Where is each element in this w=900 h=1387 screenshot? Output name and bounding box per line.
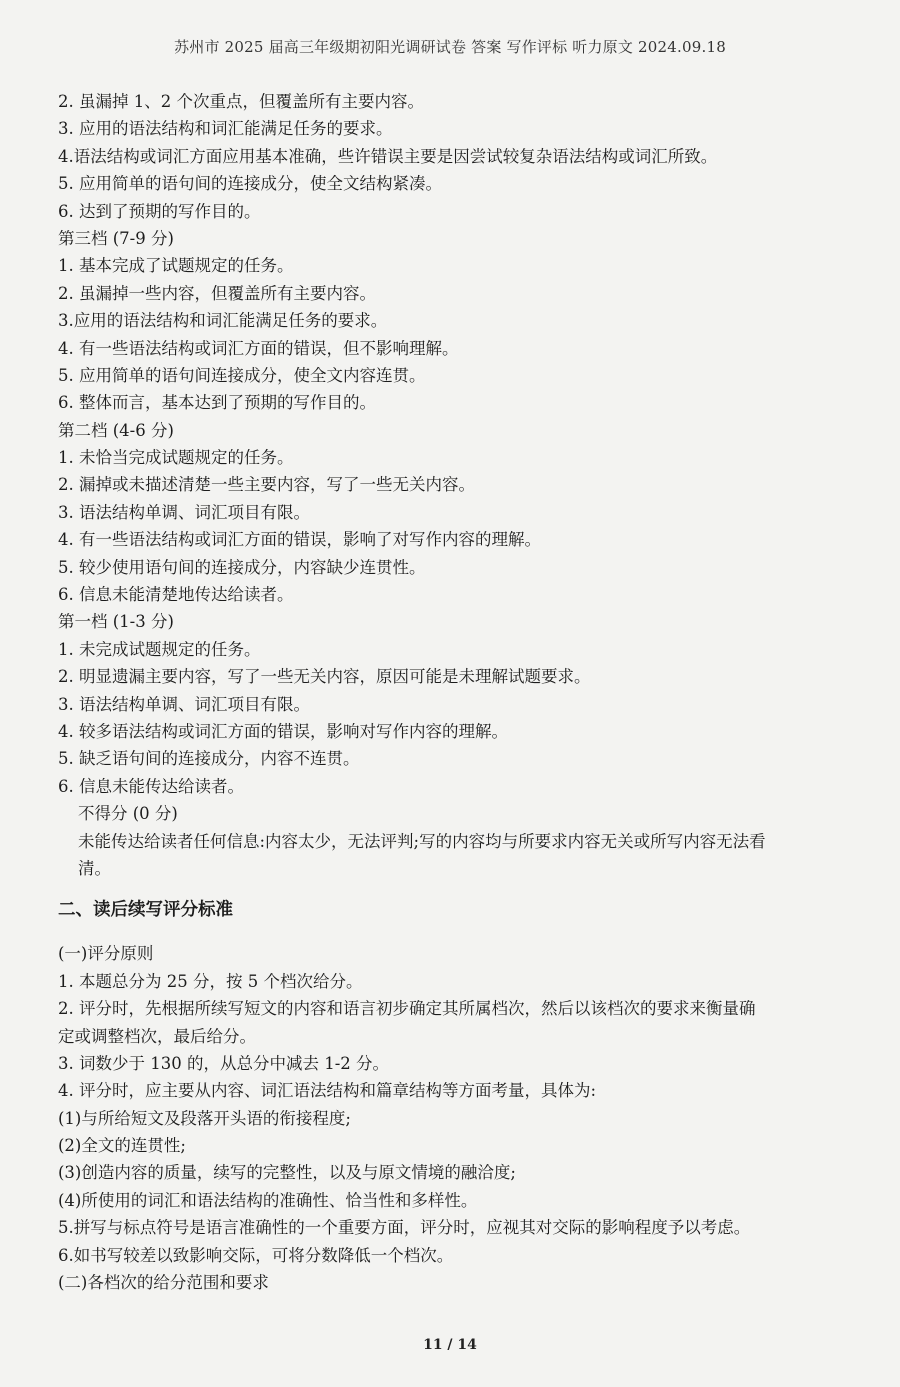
section-2-line: (1)与所给短文及段落开头语的衔接程度;: [58, 1108, 351, 1128]
page-header: 苏州市 2025 届高三年级期初阳光调研试卷 答案 写作评标 听力原文 2024.09.18: [174, 38, 726, 56]
section-2-line: 2. 评分时，先根据所续写短文的内容和语言初步确定其所属档次，然后以该档次的要求来衡量确: [58, 999, 756, 1019]
criteria-line: 1. 基本完成了试题规定的任务。: [58, 256, 294, 276]
criteria-line: 第三档 (7-9 分): [58, 228, 174, 248]
criteria-line: 6. 整体而言，基本达到了预期的写作目的。: [58, 393, 376, 413]
criteria-line: 5. 应用简单的语句间连接成分，使全文内容连贯。: [58, 365, 426, 385]
section-2-line: 3. 词数少于 130 的，从总分中减去 1-2 分。: [58, 1053, 390, 1073]
section-2-title: 二、读后续写评分标准: [58, 900, 233, 921]
zero-score-text-line-1: 未能传达给读者任何信息:内容太少，无法评判;写的内容均与所要求内容无关或所写内容无法看: [78, 831, 766, 851]
document-body: [58, 88, 858, 1296]
section-2-list: [58, 940, 858, 1296]
criteria-line: 3. 应用的语法结构和词汇能满足任务的要求。: [58, 119, 393, 139]
section-2-line: (3)创造内容的质量，续写的完整性，以及与原文情境的融洽度;: [58, 1163, 516, 1183]
criteria-line: 6. 达到了预期的写作目的。: [58, 201, 261, 221]
criteria-line: 4. 较多语法结构或词汇方面的错误，影响对写作内容的理解。: [58, 721, 508, 741]
criteria-line: 6. 信息未能传达给读者。: [58, 776, 244, 796]
section-2-line: (一)评分原则: [58, 944, 154, 964]
zero-score-title: 不得分 (0 分): [78, 804, 178, 824]
section-2-line: 6.如书写较差以致影响交际，可将分数降低一个档次。: [58, 1245, 454, 1265]
section-2-line: 定或调整档次，最后给分。: [58, 1026, 256, 1046]
criteria-line: 4. 有一些语法结构或词汇方面的错误，影响了对写作内容的理解。: [58, 530, 541, 550]
criteria-line: 2. 虽漏掉 1、2 个次重点，但覆盖所有主要内容。: [58, 92, 424, 111]
section-2-line: 1. 本题总分为 25 分，按 5 个档次给分。: [58, 971, 363, 991]
criteria-line: 2. 漏掉或未描述清楚一些主要内容，写了一些无关内容。: [58, 475, 475, 495]
criteria-line: 4.语法结构或词汇方面应用基本准确，些许错误主要是因尝试较复杂语法结构或词汇所致。: [58, 146, 718, 166]
section-2-line: 5.拼写与标点符号是语言准确性的一个重要方面，评分时，应视其对交际的影响程度予以考虑。: [58, 1218, 751, 1238]
page-number: 11 / 14: [423, 1337, 477, 1353]
criteria-line: 6. 信息未能清楚地传达给读者。: [58, 585, 294, 605]
criteria-line: 5. 较少使用语句间的连接成分，内容缺少连贯性。: [58, 557, 426, 577]
criteria-line: 4. 有一些语法结构或词汇方面的错误，但不影响理解。: [58, 338, 459, 358]
criteria-line: 3. 语法结构单调、词汇项目有限。: [58, 694, 310, 714]
criteria-line: 2. 明显遗漏主要内容，写了一些无关内容，原因可能是未理解试题要求。: [58, 667, 591, 687]
criteria-line: 2. 虽漏掉一些内容，但覆盖所有主要内容。: [58, 283, 376, 303]
section-2-line: (4)所使用的词汇和语法结构的准确性、恰当性和多样性。: [58, 1190, 478, 1210]
criteria-line: 5. 应用简单的语句间的连接成分，使全文结构紧凑。: [58, 174, 442, 194]
criteria-line: 3.应用的语法结构和词汇能满足任务的要求。: [58, 311, 388, 331]
criteria-line: 3. 语法结构单调、词汇项目有限。: [58, 502, 310, 522]
zero-score-text-line-2: 清。: [78, 858, 111, 878]
section-2-line: (2)全文的连贯性;: [58, 1136, 186, 1156]
section-2-line: 4. 评分时，应主要从内容、词汇语法结构和篇章结构等方面考量，具体为:: [58, 1081, 597, 1101]
part1-criteria-list: [58, 88, 858, 800]
criteria-line: 1. 未恰当完成试题规定的任务。: [58, 448, 294, 468]
criteria-line: 5. 缺乏语句间的连接成分，内容不连贯。: [58, 749, 360, 769]
criteria-line: 第一档 (1-3 分): [58, 612, 174, 632]
criteria-line: 第二档 (4-6 分): [58, 420, 174, 440]
section-2-line: (二)各档次的给分范围和要求: [58, 1273, 269, 1293]
criteria-line: 1. 未完成试题规定的任务。: [58, 639, 261, 659]
